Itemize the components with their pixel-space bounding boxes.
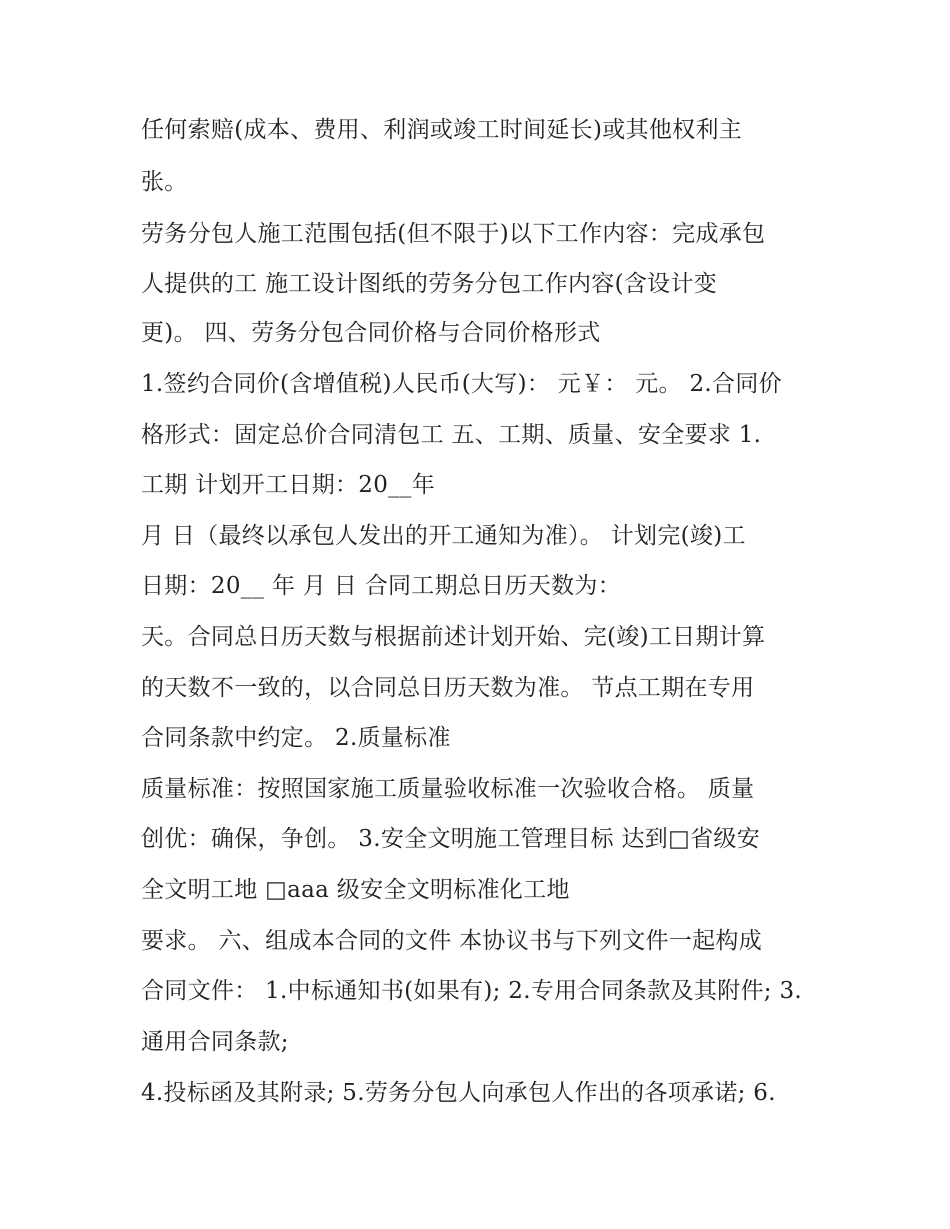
text-line: 1.签约合同价(含增值税)人民币(大写)： 元￥： 元。 2.合同价 xyxy=(141,371,782,397)
text-line: 张。 xyxy=(141,169,188,195)
text-line: 人提供的工 施工设计图纸的劳务分包工作内容(含设计变 xyxy=(141,271,718,297)
text-line: 质量标准：按照国家施工质量验收标准一次验收合格。 质量 xyxy=(141,776,755,802)
text-line: 全文明工地 □aaa 级安全文明标准化工地 xyxy=(141,877,570,903)
text-line: 更)。 四、劳务分包合同价格与合同价格形式 xyxy=(141,320,601,346)
text-line: 合同条款中约定。 2.质量标准 xyxy=(141,725,451,751)
text-line: 要求。 六、组成本合同的文件 本协议书与下列文件一起构成 xyxy=(141,928,763,954)
text-line: 月 日（最终以承包人发出的开工通知为准）。 计划完(竣)工 xyxy=(141,523,746,549)
text-line: 任何索赔(成本、费用、利润或竣工时间延长)或其他权利主 xyxy=(141,117,743,143)
text-line: 的天数不一致的，以合同总日历天数为准。 节点工期在专用 xyxy=(141,675,755,701)
text-line: 格形式：固定总价合同清包工 五、工期、质量、安全要求 1. xyxy=(141,422,762,448)
text-line: 合同文件： 1.中标通知书(如果有); 2.专用合同条款及其附件; 3. xyxy=(141,978,803,1004)
text-line: 日期：20__ 年 月 日 合同工期总日历天数为： xyxy=(141,573,622,599)
text-line: 创优：确保，争创。 3.安全文明施工管理目标 达到□省级安 xyxy=(141,826,760,852)
text-line: 4.投标函及其附录; 5.劳务分包人向承包人作出的各项承诺; 6. xyxy=(141,1080,776,1106)
text-line: 工期 计划开工日期：20__年 xyxy=(141,472,436,498)
text-line: 通用合同条款; xyxy=(141,1029,289,1055)
text-line: 劳务分包人施工范围包括(但不限于)以下工作内容：完成承包 xyxy=(141,221,766,247)
text-line: 天。合同总日历天数与根据前述计划开始、完(竣)工日期计算 xyxy=(141,624,766,650)
